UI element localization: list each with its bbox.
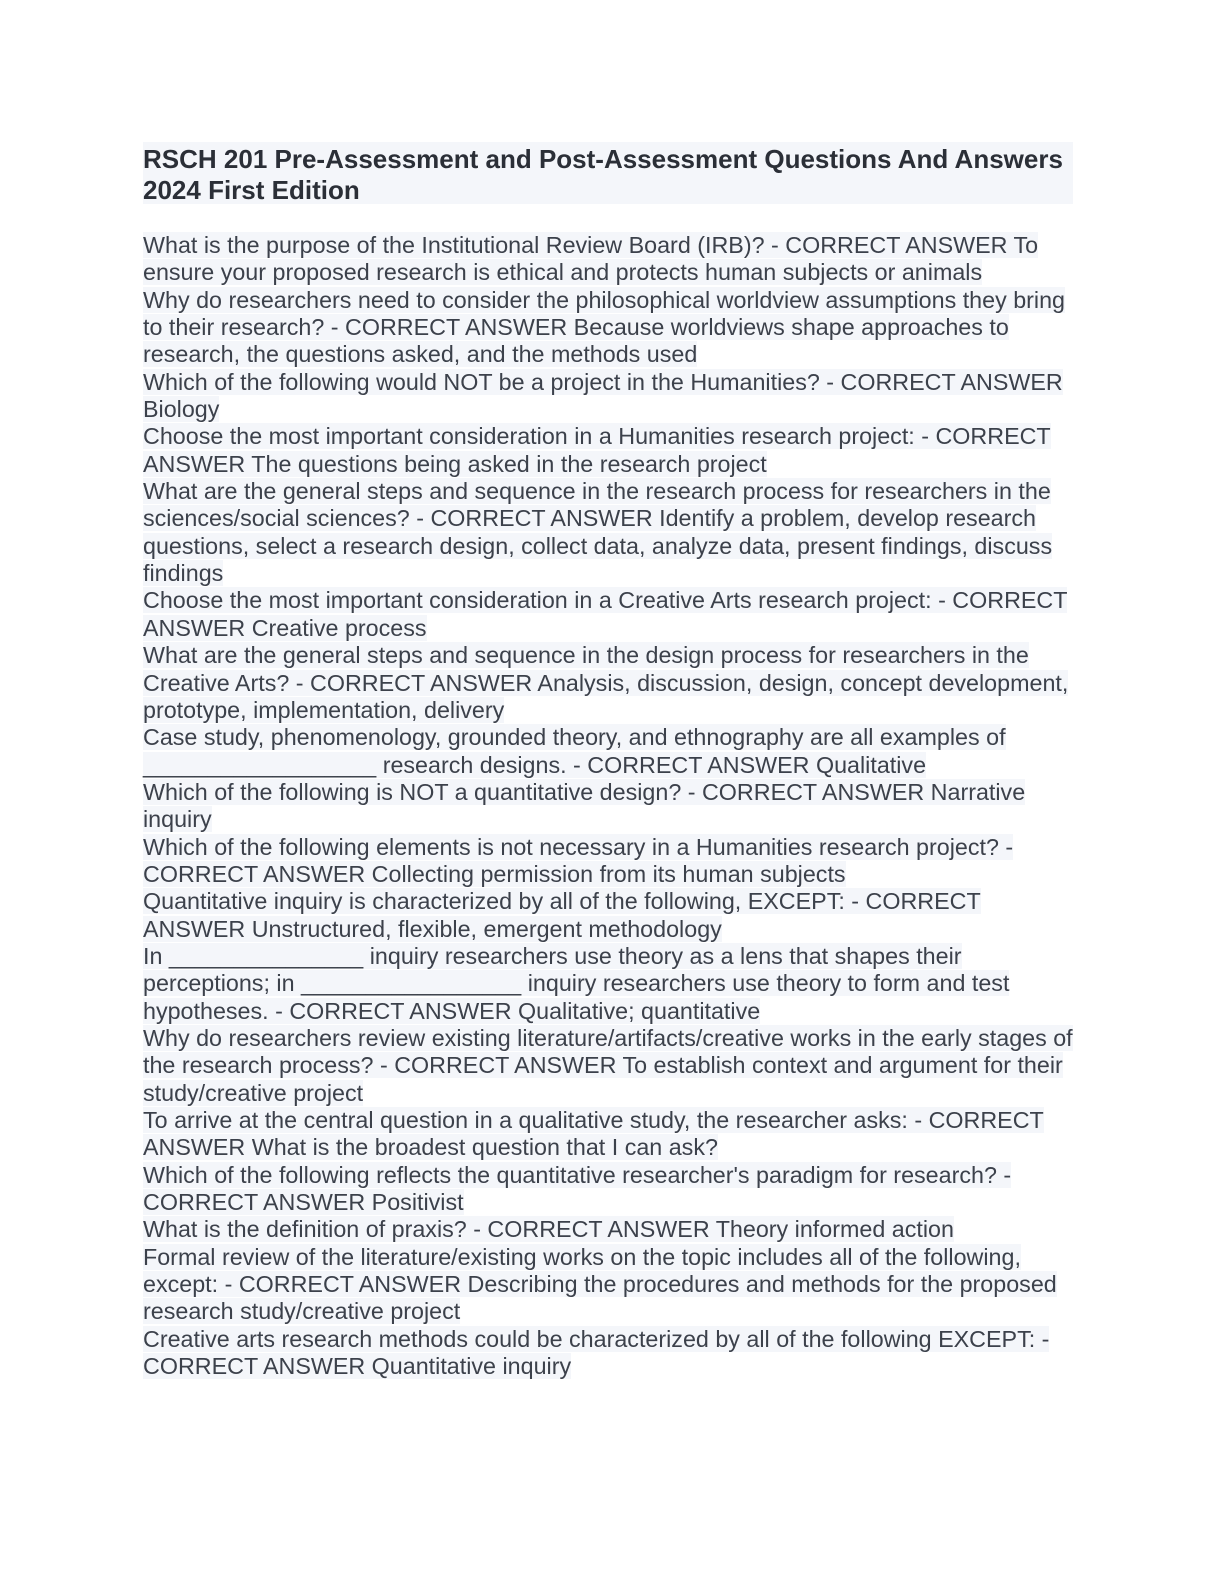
qa-item: Which of the following is NOT a quantitative design? - CORRECT ANSWER Narrative inquiry (143, 778, 1026, 833)
qa-item: What is the purpose of the Institutional Review Board (IRB)? - CORRECT ANSWER To ensure your proposed research is ethical and protects human subjects or animals (143, 232, 1039, 286)
document-title: RSCH 201 Pre-Assessment and Post-Assessment Questions And Answers 2024 First Edition (143, 144, 1063, 205)
qa-list (143, 232, 1073, 1380)
qa-item: Which of the following would NOT be a project in the Humanities? - CORRECT ANSWER Biology (143, 368, 1063, 423)
qa-item: Quantitative inquiry is characterized by all of the following, EXCEPT: - CORRECT ANSWER Unstructured, flexible, emergent methodology (143, 888, 981, 942)
qa-item: Case study, phenomenology, grounded theory, and ethnography are all examples of __________________ research designs. - CORRECT ANSWER Qualitative (143, 724, 1006, 778)
qa-item: What are the general steps and sequence in the design process for researchers in the Creative Arts? - CORRECT ANSWER Analysis, discussion, design, concept development, prototype, implementation, delivery (143, 642, 1069, 723)
qa-item: To arrive at the central question in a qualitative study, the researcher asks: - CORRECT ANSWER What is the broadest question that I can ask? (143, 1107, 1044, 1161)
qa-item: Creative arts research methods could be characterized by all of the following EXCEPT: - CORRECT ANSWER Quantitative inquiry (143, 1325, 1050, 1380)
qa-item: Formal review of the literature/existing works on the topic includes all of the following, except: - CORRECT ANSWER Describing the procedures and methods for the proposed research study/creative project (143, 1243, 1057, 1325)
qa-item: Why do researchers need to consider the philosophical worldview assumptions they bring to their research? - CORRECT ANSWER Because worldviews shape approaches to research, the questions asked, and the methods used (143, 286, 1066, 368)
qa-item: What is the definition of praxis? - CORRECT ANSWER Theory informed action (143, 1216, 954, 1243)
qa-item: Which of the following reflects the quantitative researcher's paradigm for research? - CORRECT ANSWER Positivist (143, 1161, 1012, 1216)
document-page (143, 142, 1073, 1380)
qa-item: Which of the following elements is not necessary in a Humanities research project? - CORRECT ANSWER Collecting permission from its human subjects (143, 833, 1014, 887)
qa-item: Choose the most important consideration in a Humanities research project: - CORRECT ANSWER The questions being asked in the research project (143, 423, 1051, 477)
qa-item: What are the general steps and sequence in the research process for researchers in the sciences/social sciences? - CORRECT ANSWER Identify a problem, develop research questions, select a research design, collect data, analyze data, present findings, discuss findings (143, 478, 1053, 587)
title-block (143, 142, 1073, 204)
qa-item: Choose the most important consideration in a Creative Arts research project: - CORRECT ANSWER Creative process (143, 587, 1068, 641)
qa-item: Why do researchers review existing literature/artifacts/creative works in the early stages of the research process? - CORRECT ANSWER To establish context and argument for their study/creative project (143, 1024, 1073, 1106)
qa-item: In _______________ inquiry researchers use theory as a lens that shapes their perceptions; in _________________ inquiry researchers use theory to form and test hypotheses. - CORRECT ANSWER Qualitative; quantitative (143, 942, 1010, 1024)
